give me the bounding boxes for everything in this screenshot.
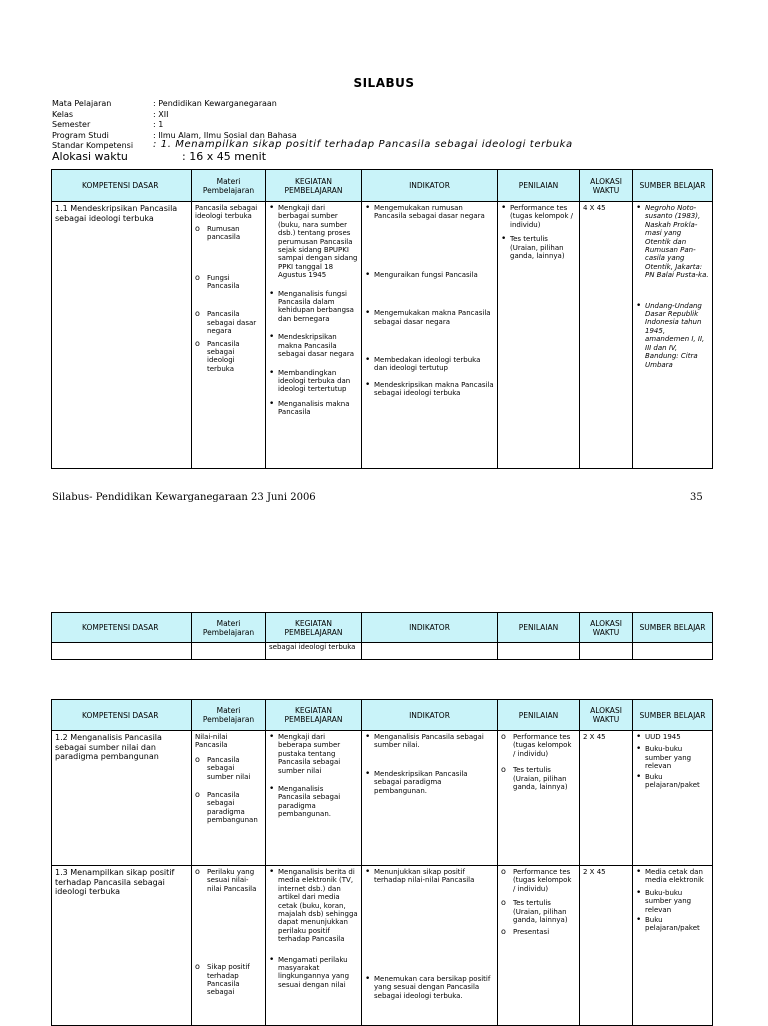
- list-item: • Menganalisis makna Pancasila: [269, 400, 358, 417]
- list-item: • Mendeskripsikan Pancasila sebagai paradigma pembangunan.: [365, 770, 494, 795]
- list-item: o Pancasila sebagai paradigma pembangunan: [195, 791, 262, 825]
- kompetensi-dasar-cell: 1.2 Menganalisis Pancasila sebagai sumber nilai dan paradigma pembangunan: [52, 731, 192, 866]
- header-kegiatan: KEGIATAN PEMBELAJARAN: [266, 700, 362, 731]
- header-kompetensi-dasar: KOMPETENSI DASAR: [52, 613, 192, 643]
- sumber-cell: [633, 731, 713, 866]
- kompetensi-dasar-cell: 1.1 Mendeskripsikan Pancasila sebagai ideologi terbuka: [52, 202, 192, 469]
- table-row: [52, 643, 713, 660]
- header-penilaian: PENILAIAN: [498, 613, 580, 643]
- header-indikator: INDIKATOR: [362, 170, 498, 202]
- page-number: 35: [690, 492, 703, 503]
- penilaian-cell: [498, 731, 580, 866]
- sumber-cell: [633, 866, 713, 1026]
- list-item: o Tes tertulis (Uraian, pilihan ganda, lainnya): [501, 766, 576, 791]
- list-item: o Fungsi Pancasila: [195, 274, 262, 291]
- silabus-table-2: [51, 699, 713, 1026]
- header-penilaian: PENILAIAN: [498, 700, 580, 731]
- list-item: • Mengemukakan rumusan Pancasila sebagai dasar negara: [365, 204, 494, 221]
- table-header-row: [52, 613, 713, 643]
- indikator-cell: [362, 731, 498, 866]
- list-item: • Menganalisis berita di media elektronik (TV, internet dsb.) dan artikel dari media cetak (buku, koran, majalah dsb) sehingga dapat menunjukkan perilaku positif terhadap Pancasila: [269, 868, 358, 944]
- list-item: • Membedakan ideologi terbuka dan ideologi tertutup: [365, 356, 494, 373]
- list-item: • Buku-buku sumber yang relevan: [636, 889, 709, 914]
- list-item: • Buku pelajaran/paket: [636, 916, 709, 933]
- list-item: • Menganalisis Pancasila sebagai paradigma pembangunan.: [269, 785, 358, 819]
- header-sumber: SUMBER BELAJAR: [633, 700, 713, 731]
- silabus-table-continuation: [51, 612, 713, 660]
- list-item: • UUD 1945: [636, 733, 709, 741]
- table-row: [52, 866, 713, 1026]
- kegiatan-cell: [266, 731, 362, 866]
- sumber-cell: [633, 202, 713, 469]
- table-header-row: [52, 700, 713, 731]
- list-item: • Tes tertulis (Uraian, pilihan ganda, lainnya): [501, 235, 576, 260]
- list-item: • Mendeskripsikan makna Pancasila sebagai dasar negara: [269, 333, 358, 358]
- list-item: • Negroho Noto-susanto (1983), Naskah Prokla-masi yang Otentik dan Rumusan Pan-casila yang Otentik, Jakarta: PN Balai Pusta-ka.: [636, 204, 709, 280]
- header-alokasi: ALOKASI WAKTU: [580, 700, 633, 731]
- list-item: o Rumusan pancasila: [195, 225, 262, 242]
- table-header-row: [52, 170, 713, 202]
- list-item: o Sikap positif terhadap Pancasila sebagai: [195, 963, 262, 997]
- list-item: • Mengkaji dari beberapa sumber pustaka tentang Pancasila sebagai sumber nilai: [269, 733, 358, 775]
- kegiatan-cell: [266, 866, 362, 1026]
- header-kegiatan: KEGIATAN PEMBELAJARAN: [266, 613, 362, 643]
- header-kegiatan: KEGIATAN PEMBELAJARAN: [266, 170, 362, 202]
- list-item: • Mengemukakan makna Pancasila sebagai dasar negara: [365, 309, 494, 326]
- footer-text: Silabus- Pendidikan Kewarganegaraan 23 Juni 2006: [52, 492, 316, 503]
- header-alokasi: ALOKASI WAKTU: [580, 613, 633, 643]
- list-item: • Menemukan cara bersikap positif yang sesuai dengan Pancasila sebagai ideologi terbuka.: [365, 975, 494, 1000]
- table-row: [52, 202, 713, 469]
- list-item: • Mendeskripsikan makna Pancasila sebagai ideologi terbuka: [365, 381, 494, 398]
- list-item: o Tes tertulis (Uraian, pilihan ganda, lainnya): [501, 899, 576, 924]
- list-item: • Buku-buku sumber yang relevan: [636, 745, 709, 770]
- document-title: SILABUS: [353, 76, 415, 90]
- header-alokasi: ALOKASI WAKTU: [580, 170, 633, 202]
- materi-cell: Pancasila sebagai ideologi terbuka o Rumusan pancasila o Fungsi Pancasila o Pancasila sebagai dasar negara o Pancasila sebagai ideologi terbuka: [192, 202, 266, 469]
- table-row: [52, 731, 713, 866]
- list-item: • Mengkaji dari berbagai sumber (buku, nara sumber dsb.) tentang proses perumusan Pancasila sejak sidang BPUPKI sampai dengan sidang PPKI tanggal 18 Agustus 1945: [269, 204, 358, 280]
- list-item: o Perilaku yang sesuai nilai-nilai Pancasila: [195, 868, 262, 893]
- header-materi: Materi Pembelajaran: [192, 613, 266, 643]
- kegiatan-cell: [266, 202, 362, 469]
- list-item: • Menunjukkan sikap positif terhadap nilai-nilai Pancasila: [365, 868, 494, 885]
- header-penilaian: PENILAIAN: [498, 170, 580, 202]
- header-materi: Materi Pembelajaran: [192, 170, 266, 202]
- header-kompetensi-dasar: KOMPETENSI DASAR: [52, 700, 192, 731]
- kegiatan-cell: sebagai ideologi terbuka: [266, 643, 362, 660]
- materi-cell: Nilai-nilai Pancasila o Pancasila sebagai sumber nilai o Pancasila sebagai paradigma pembangunan: [192, 731, 266, 866]
- list-item: • Membandingkan ideologi terbuka dan ideologi tertertutup: [269, 369, 358, 394]
- list-item: • Performance tes (tugas kelompok / individu): [501, 204, 576, 229]
- kompetensi-dasar-cell: 1.3 Menampilkan sikap positif terhadap Pancasila sebagai ideologi terbuka: [52, 866, 192, 1026]
- list-item: • Menganalisis fungsi Pancasila dalam kehidupan berbangsa dan bernegara: [269, 290, 358, 324]
- list-item: o Presentasi: [501, 928, 576, 936]
- materi-cell: [192, 866, 266, 1026]
- header-sumber: SUMBER BELAJAR: [633, 170, 713, 202]
- alokasi-cell: 4 X 45: [580, 202, 633, 469]
- list-item: • Buku pelajaran/paket: [636, 773, 709, 790]
- penilaian-cell: [498, 202, 580, 469]
- penilaian-cell: [498, 866, 580, 1026]
- list-item: o Pancasila sebagai dasar negara: [195, 310, 262, 335]
- header-materi: Materi Pembelajaran: [192, 700, 266, 731]
- list-item: o Pancasila sebagai ideologi terbuka: [195, 340, 262, 374]
- header-indikator: INDIKATOR: [362, 700, 498, 731]
- header-indikator: INDIKATOR: [362, 613, 498, 643]
- list-item: • Media cetak dan media elektronik: [636, 868, 709, 885]
- header-sumber: SUMBER BELAJAR: [633, 613, 713, 643]
- indikator-cell: [362, 202, 498, 469]
- list-item: • Menguraikan fungsi Pancasila: [365, 271, 494, 279]
- header-kompetensi-dasar: KOMPETENSI DASAR: [52, 170, 192, 202]
- alokasi-cell: 2 X 45: [580, 866, 633, 1026]
- list-item: • Mengamati perilaku masyarakat lingkungannya yang sesuai dengan nilai: [269, 956, 358, 990]
- list-item: o Pancasila sebagai sumber nilai: [195, 756, 262, 781]
- list-item: o Performance tes (tugas kelompok / individu): [501, 868, 576, 893]
- indikator-cell: [362, 866, 498, 1026]
- alokasi-cell: 2 X 45: [580, 731, 633, 866]
- list-item: • Menganalisis Pancasila sebagai sumber nilai.: [365, 733, 494, 750]
- silabus-table-1: [51, 169, 713, 469]
- list-item: • Undang-Undang Dasar Republik Indonesia tahun 1945, amandemen I, II, III dan IV, Bandung: Citra Umbara: [636, 302, 709, 369]
- list-item: o Performance tes (tugas kelompok / individu): [501, 733, 576, 758]
